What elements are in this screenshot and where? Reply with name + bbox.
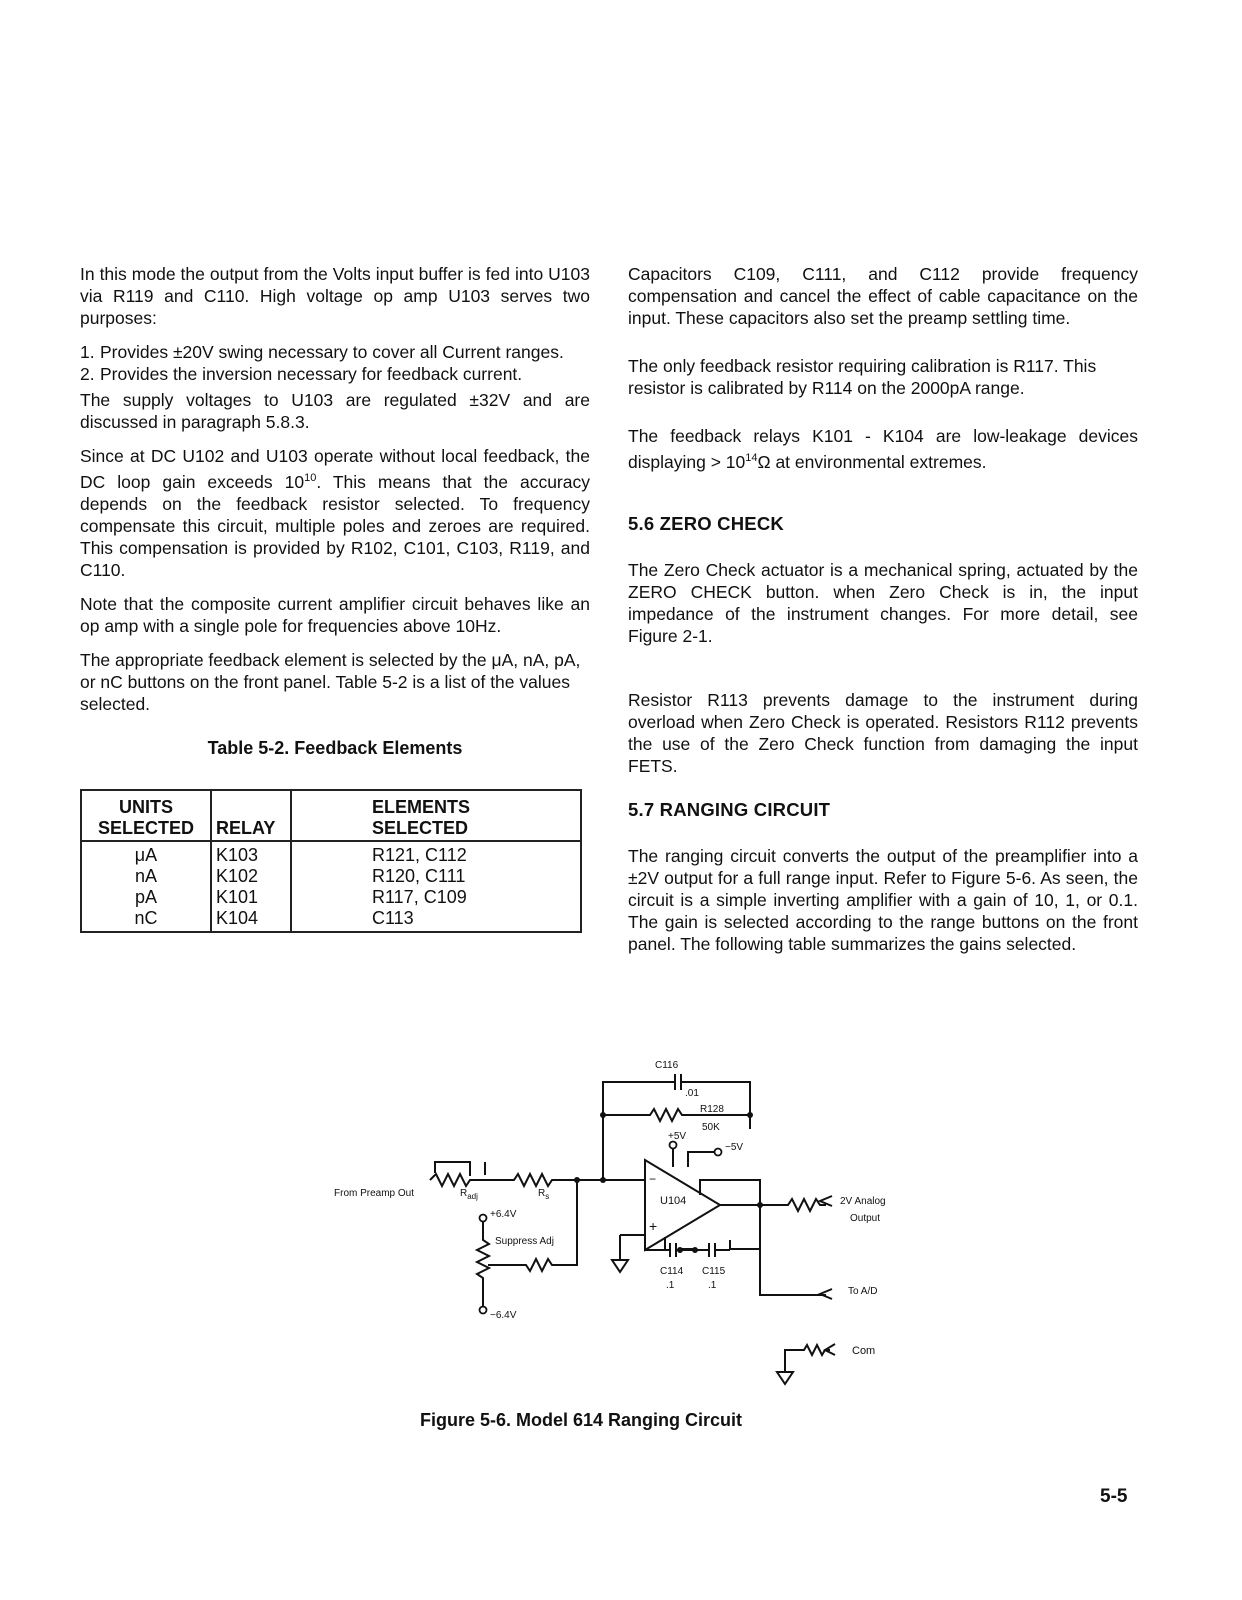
rs-label: $R_s$ — [538, 1188, 550, 1201]
circuit-schematic — [320, 1050, 940, 1400]
relay-cell: K103 K102 K101 K104 — [211, 841, 291, 932]
from-preamp-label: From Preamp Out — [334, 1188, 415, 1199]
section-heading: 5.7 RANGING CIRCUIT — [628, 798, 831, 820]
list-text: Provides ±20V swing necessary to cover all Current ranges. — [100, 342, 564, 362]
c116-label: C116 — [655, 1060, 679, 1071]
header-elements: ELEMENTS SELECTED — [291, 790, 581, 841]
c115-value: .1 — [708, 1280, 717, 1291]
header-relay: RELAY — [211, 790, 291, 841]
left-column — [80, 263, 590, 933]
paragraph: The feedback relays K101 - K104 are low-leakage devices displaying > $10^{14}\Omega$ at environmental extremes. — [628, 426, 1138, 472]
feedback-elements-table — [80, 789, 582, 933]
r128-value: 50K — [702, 1122, 720, 1133]
table-title: Table 5-2. Feedback Elements — [207, 737, 463, 758]
r128-label: R128 — [700, 1104, 724, 1115]
table-header-row — [81, 790, 581, 841]
list-text: Provides the inversion necessary for feedback current. — [100, 364, 523, 384]
paragraph: Since at DC U102 and U103 operate without local feedback, the DC loop gain exceeds $10^{10}$. This means that the accuracy depends on the feedback resistor selected. To frequency compensate this circuit, multiple poles and zeroes are required. This compensation is provided by R102, C101, C103, R119, and C110. — [80, 446, 590, 580]
suppress-adj-label: Suppress Adj — [495, 1236, 554, 1247]
c116-value: .01 — [685, 1088, 699, 1099]
c114-value: .1 — [666, 1280, 675, 1291]
u104-label: U104 — [660, 1195, 687, 1207]
section-heading: 5.6 ZERO CHECK — [628, 512, 784, 534]
paragraph: The supply voltages to U103 are regulated ±32V and are discussed in paragraph 5.8.3. — [80, 390, 590, 432]
paragraph: In this mode the output from the Volts input buffer is fed into U103 via R119 and C110. High voltage op amp U103 serves two purposes: — [80, 264, 590, 328]
analog-output-label-2: Output — [850, 1213, 881, 1224]
list-item — [80, 341, 590, 363]
list-number: 1. — [80, 342, 95, 362]
elements-cell: R121, C112 R120, C111 R117, C109 C113 — [291, 841, 581, 932]
ranging-circuit-figure — [320, 1050, 940, 1400]
table-row — [81, 841, 581, 932]
c114-label: C114 — [660, 1266, 684, 1277]
right-column — [628, 263, 1138, 967]
radj-label: $R_{adj}$ — [460, 1188, 478, 1201]
paragraph: Capacitors C109, C111, and C112 provide frequency compensation and cancel the effect of cable capacitance on the input. These capacitors also set the preamp settling time. — [628, 264, 1138, 328]
page-number: 5-5 — [1100, 1486, 1128, 1507]
paragraph: Resistor R113 prevents damage to the instrument during overload when Zero Check is operated. Resistors R112 prevents the use of the Zero Check function from damaging the input FETS. — [628, 689, 1138, 776]
to-ad-label: To A/D — [848, 1286, 878, 1297]
c115-label: C115 — [702, 1266, 726, 1277]
paragraph: The appropriate feedback element is selected by the μA, nA, pA, or nC buttons on the front panel. Table 5-2 is a list of the values selected. — [80, 649, 581, 714]
units-cell: μA nA pA nC — [81, 841, 211, 932]
paragraph: The Zero Check actuator is a mechanical spring, actuated by the ZERO CHECK button. when Zero Check is in, the input impedance of the instrument changes. For more detail, see Figure 2-1. — [628, 559, 1138, 646]
paragraph: The only feedback resistor requiring calibration is R117. This resistor is calibrated by R114 on the 2000pA range. — [628, 356, 1097, 398]
opamp-plus: + — [649, 1218, 658, 1234]
figure-caption: Figure 5-6. Model 614 Ranging Circuit — [420, 1410, 743, 1430]
opamp-minus: − — [649, 1172, 657, 1186]
header-units: UNITS SELECTED — [81, 790, 211, 841]
com-label: Com — [852, 1345, 876, 1357]
analog-output-label: 2V Analog — [840, 1196, 886, 1207]
minus5-label: −5V — [725, 1142, 744, 1153]
paragraph: The ranging circuit converts the output of the preamplifier into a ±2V output for a full range input. Refer to Figure 5-6. As seen, the circuit is a simple inverting amplifier with a gain of 10, 1, or 0.1. The gain is selected according to the range buttons on the front panel. The following table summarizes the gains selected. — [628, 845, 1138, 954]
plus5-label: +5V — [668, 1131, 687, 1142]
list-number: 2. — [80, 364, 95, 384]
paragraph: Note that the composite current amplifier circuit behaves like an op amp with a single pole for frequencies above 10Hz. — [80, 593, 590, 636]
minus64-label: −6.4V — [490, 1310, 517, 1321]
list-item — [80, 363, 590, 385]
plus64-label: +6.4V — [490, 1209, 517, 1220]
